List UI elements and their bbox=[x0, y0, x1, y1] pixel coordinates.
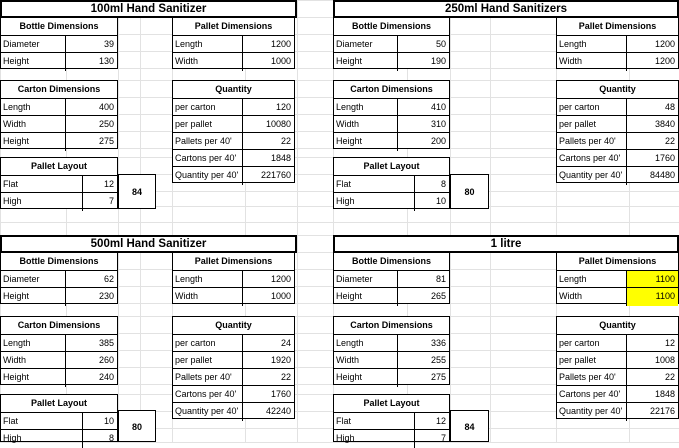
pallet-dimensions-table bbox=[556, 17, 679, 69]
carton-dimensions-row bbox=[1, 132, 117, 151]
quantity-label: Cartons per 40' bbox=[175, 153, 237, 163]
pallet-dimensions-row bbox=[557, 287, 678, 306]
pallet-layout-total-cell[interactable]: 84 bbox=[118, 174, 156, 209]
pallet-dimensions-value-cell[interactable]: 1200 bbox=[626, 36, 678, 54]
quantity-label: Cartons per 40' bbox=[175, 389, 237, 399]
pallet-dimensions-header: Pallet Dimensions bbox=[194, 21, 273, 31]
quantity-row bbox=[557, 402, 678, 421]
quantity-label: Quantity per 40' bbox=[559, 170, 623, 180]
bottle-dimensions-label: Diameter bbox=[3, 274, 40, 284]
quantity-value-cell[interactable]: 22 bbox=[242, 369, 294, 387]
pallet-layout-row bbox=[1, 429, 117, 448]
pallet-dimensions-label: Length bbox=[559, 39, 587, 49]
quantity-value-cell[interactable]: 1920 bbox=[242, 352, 294, 370]
pallet-dimensions-value-cell[interactable]: 1100 bbox=[626, 288, 678, 306]
pallet-layout-value-cell[interactable]: 7 bbox=[82, 193, 117, 211]
pallet-dimensions-label: Width bbox=[175, 56, 199, 66]
quantity-value-cell[interactable]: 221760 bbox=[242, 167, 294, 185]
quantity-label: Pallets per 40' bbox=[175, 136, 232, 146]
pallet-dimensions-table bbox=[172, 17, 295, 69]
pallet-layout-header: Pallet Layout bbox=[363, 161, 420, 171]
bottle-dimensions-value-cell[interactable]: 62 bbox=[65, 271, 117, 289]
bottle-dimensions-row bbox=[334, 52, 449, 71]
carton-dimensions-value-cell[interactable]: 385 bbox=[65, 335, 117, 353]
section-title: 250ml Hand Sanitizers bbox=[333, 0, 679, 18]
quantity-table bbox=[556, 316, 679, 419]
quantity-table bbox=[556, 80, 679, 183]
grid-line-vertical bbox=[140, 0, 141, 442]
pallet-layout-row bbox=[1, 192, 117, 211]
carton-dimensions-label: Height bbox=[3, 372, 30, 382]
carton-dimensions-table bbox=[0, 316, 118, 385]
section-title: 1 litre bbox=[333, 235, 679, 253]
pallet-dimensions-row bbox=[557, 52, 678, 71]
bottle-dimensions-table bbox=[0, 17, 118, 69]
pallet-layout-value-cell[interactable]: 12 bbox=[82, 176, 117, 194]
carton-dimensions-value-cell[interactable]: 336 bbox=[397, 335, 449, 353]
quantity-value-cell[interactable]: 1760 bbox=[242, 386, 294, 404]
quantity-value-cell[interactable]: 1848 bbox=[242, 150, 294, 168]
carton-dimensions-table bbox=[333, 316, 450, 385]
quantity-value-cell[interactable]: 1008 bbox=[626, 352, 678, 370]
pallet-layout-table bbox=[333, 157, 450, 209]
bottle-dimensions-value-cell[interactable]: 230 bbox=[65, 288, 117, 306]
pallet-layout-value-cell[interactable]: 7 bbox=[414, 430, 449, 448]
grid-line-horizontal bbox=[0, 222, 679, 223]
pallet-layout-row bbox=[334, 429, 449, 448]
pallet-dimensions-value-cell[interactable]: 1200 bbox=[242, 36, 294, 54]
quantity-value-cell[interactable]: 120 bbox=[242, 99, 294, 117]
quantity-table bbox=[172, 316, 295, 419]
carton-dimensions-value-cell[interactable]: 275 bbox=[65, 133, 117, 151]
bottle-dimensions-table bbox=[0, 252, 118, 304]
grid-line-vertical bbox=[297, 0, 298, 442]
bottle-dimensions-label: Diameter bbox=[3, 39, 40, 49]
carton-dimensions-value-cell[interactable]: 255 bbox=[397, 352, 449, 370]
pallet-layout-row bbox=[334, 192, 449, 211]
quantity-value-cell[interactable]: 42240 bbox=[242, 403, 294, 421]
carton-dimensions-label: Width bbox=[3, 119, 27, 129]
pallet-dimensions-label: Length bbox=[175, 274, 203, 284]
pallet-layout-label: High bbox=[3, 433, 22, 443]
bottle-dimensions-header: Bottle Dimensions bbox=[351, 256, 431, 266]
bottle-dimensions-label: Height bbox=[3, 56, 30, 66]
quantity-label: per carton bbox=[175, 102, 216, 112]
bottle-dimensions-value-cell[interactable]: 265 bbox=[397, 288, 449, 306]
pallet-layout-header: Pallet Layout bbox=[363, 398, 420, 408]
pallet-dimensions-table bbox=[172, 252, 295, 304]
pallet-dimensions-label: Width bbox=[559, 291, 583, 301]
carton-dimensions-value-cell[interactable]: 400 bbox=[65, 99, 117, 117]
pallet-layout-label: High bbox=[336, 433, 355, 443]
quantity-label: per pallet bbox=[559, 355, 597, 365]
bottle-dimensions-value-cell[interactable]: 39 bbox=[65, 36, 117, 54]
bottle-dimensions-label: Height bbox=[3, 291, 30, 301]
bottle-dimensions-header: Bottle Dimensions bbox=[19, 21, 99, 31]
pallet-layout-label: Flat bbox=[3, 416, 19, 426]
quantity-value-cell[interactable]: 1760 bbox=[626, 150, 678, 168]
grid-line-vertical bbox=[450, 0, 451, 442]
quantity-row bbox=[173, 402, 294, 421]
pallet-dimensions-header: Pallet Dimensions bbox=[578, 21, 657, 31]
pallet-layout-label: High bbox=[3, 196, 22, 206]
quantity-header: Quantity bbox=[215, 320, 252, 330]
carton-dimensions-value-cell[interactable]: 310 bbox=[397, 116, 449, 134]
bottle-dimensions-value-cell[interactable]: 130 bbox=[65, 53, 117, 71]
quantity-value-cell[interactable]: 1848 bbox=[626, 386, 678, 404]
carton-dimensions-table bbox=[0, 80, 118, 149]
quantity-label: per carton bbox=[175, 338, 216, 348]
quantity-label: Pallets per 40' bbox=[559, 372, 616, 382]
carton-dimensions-header: Carton Dimensions bbox=[17, 84, 101, 94]
pallet-dimensions-value-cell[interactable]: 1100 bbox=[626, 271, 678, 289]
pallet-layout-label: High bbox=[336, 196, 355, 206]
bottle-dimensions-row bbox=[1, 287, 117, 306]
quantity-label: Pallets per 40' bbox=[175, 372, 232, 382]
quantity-label: Quantity per 40' bbox=[559, 406, 623, 416]
bottle-dimensions-row bbox=[1, 52, 117, 71]
carton-dimensions-value-cell[interactable]: 200 bbox=[397, 133, 449, 151]
carton-dimensions-row bbox=[334, 368, 449, 387]
bottle-dimensions-value-cell[interactable]: 190 bbox=[397, 53, 449, 71]
carton-dimensions-row bbox=[334, 132, 449, 151]
bottle-dimensions-header: Bottle Dimensions bbox=[351, 21, 431, 31]
pallet-layout-header: Pallet Layout bbox=[30, 398, 87, 408]
quantity-value-cell[interactable]: 22 bbox=[242, 133, 294, 151]
pallet-layout-header: Pallet Layout bbox=[30, 161, 87, 171]
quantity-value-cell[interactable]: 24 bbox=[242, 335, 294, 353]
quantity-label: per carton bbox=[559, 102, 600, 112]
pallet-layout-total-cell[interactable]: 80 bbox=[450, 174, 489, 209]
pallet-dimensions-value-cell[interactable]: 1200 bbox=[626, 53, 678, 71]
pallet-layout-total-cell[interactable]: 80 bbox=[118, 410, 156, 442]
carton-dimensions-value-cell[interactable]: 260 bbox=[65, 352, 117, 370]
section-title: 100ml Hand Sanitizer bbox=[0, 0, 297, 18]
quantity-value-cell[interactable]: 22176 bbox=[626, 403, 678, 421]
carton-dimensions-label: Length bbox=[336, 338, 364, 348]
bottle-dimensions-value-cell[interactable]: 50 bbox=[397, 36, 449, 54]
pallet-layout-table bbox=[333, 394, 450, 442]
quantity-label: Cartons per 40' bbox=[559, 153, 621, 163]
bottle-dimensions-label: Diameter bbox=[336, 39, 373, 49]
bottle-dimensions-row bbox=[334, 287, 449, 306]
quantity-value-cell[interactable]: 12 bbox=[626, 335, 678, 353]
bottle-dimensions-label: Diameter bbox=[336, 274, 373, 284]
bottle-dimensions-header: Bottle Dimensions bbox=[19, 256, 99, 266]
pallet-layout-value-cell[interactable]: 12 bbox=[414, 413, 449, 431]
bottle-dimensions-table bbox=[333, 252, 450, 304]
quantity-label: per pallet bbox=[559, 119, 597, 129]
pallet-layout-table bbox=[0, 157, 118, 209]
carton-dimensions-label: Height bbox=[336, 136, 363, 146]
pallet-layout-value-cell[interactable]: 10 bbox=[82, 413, 117, 431]
carton-dimensions-row bbox=[1, 368, 117, 387]
carton-dimensions-header: Carton Dimensions bbox=[17, 320, 101, 330]
section-title: 500ml Hand Sanitizer bbox=[0, 235, 297, 253]
pallet-dimensions-label: Width bbox=[175, 291, 199, 301]
carton-dimensions-value-cell[interactable]: 250 bbox=[65, 116, 117, 134]
quantity-label: Quantity per 40' bbox=[175, 406, 239, 416]
quantity-value-cell[interactable]: 22 bbox=[626, 133, 678, 151]
carton-dimensions-label: Length bbox=[3, 102, 31, 112]
quantity-label: Cartons per 40' bbox=[559, 389, 621, 399]
grid-line-vertical bbox=[490, 0, 491, 442]
quantity-value-cell[interactable]: 10080 bbox=[242, 116, 294, 134]
carton-dimensions-value-cell[interactable]: 275 bbox=[397, 369, 449, 387]
bottle-dimensions-value-cell[interactable]: 81 bbox=[397, 271, 449, 289]
pallet-dimensions-row bbox=[173, 52, 294, 71]
quantity-label: per pallet bbox=[175, 355, 213, 365]
pallet-dimensions-value-cell[interactable]: 1000 bbox=[242, 288, 294, 306]
carton-dimensions-value-cell[interactable]: 240 bbox=[65, 369, 117, 387]
pallet-dimensions-value-cell[interactable]: 1000 bbox=[242, 53, 294, 71]
carton-dimensions-header: Carton Dimensions bbox=[350, 84, 433, 94]
quantity-value-cell[interactable]: 3840 bbox=[626, 116, 678, 134]
quantity-header: Quantity bbox=[215, 84, 252, 94]
carton-dimensions-label: Length bbox=[336, 102, 364, 112]
pallet-layout-value-cell[interactable]: 8 bbox=[414, 176, 449, 194]
grid-line-vertical bbox=[118, 0, 119, 442]
carton-dimensions-value-cell[interactable]: 410 bbox=[397, 99, 449, 117]
pallet-layout-label: Flat bbox=[3, 179, 19, 189]
quantity-label: Pallets per 40' bbox=[559, 136, 616, 146]
carton-dimensions-label: Height bbox=[3, 136, 30, 146]
pallet-layout-total-cell[interactable]: 84 bbox=[450, 410, 489, 442]
carton-dimensions-header: Carton Dimensions bbox=[350, 320, 433, 330]
pallet-layout-value-cell[interactable]: 10 bbox=[414, 193, 449, 211]
quantity-header: Quantity bbox=[599, 84, 636, 94]
carton-dimensions-label: Width bbox=[3, 355, 27, 365]
bottle-dimensions-label: Height bbox=[336, 291, 363, 301]
pallet-dimensions-label: Width bbox=[559, 56, 583, 66]
quantity-table bbox=[172, 80, 295, 183]
pallet-dimensions-table bbox=[556, 252, 679, 304]
pallet-dimensions-label: Length bbox=[559, 274, 587, 284]
bottle-dimensions-label: Height bbox=[336, 56, 363, 66]
quantity-label: per carton bbox=[559, 338, 600, 348]
quantity-label: per pallet bbox=[175, 119, 213, 129]
quantity-row bbox=[557, 166, 678, 185]
quantity-header: Quantity bbox=[599, 320, 636, 330]
carton-dimensions-label: Length bbox=[3, 338, 31, 348]
pallet-dimensions-row bbox=[173, 287, 294, 306]
carton-dimensions-label: Width bbox=[336, 119, 360, 129]
pallet-dimensions-header: Pallet Dimensions bbox=[578, 256, 657, 266]
pallet-dimensions-header: Pallet Dimensions bbox=[194, 256, 273, 266]
quantity-value-cell[interactable]: 48 bbox=[626, 99, 678, 117]
quantity-label: Quantity per 40' bbox=[175, 170, 239, 180]
pallet-layout-label: Flat bbox=[336, 179, 352, 189]
carton-dimensions-label: Width bbox=[336, 355, 360, 365]
bottle-dimensions-table bbox=[333, 17, 450, 69]
pallet-dimensions-value-cell[interactable]: 1200 bbox=[242, 271, 294, 289]
carton-dimensions-label: Height bbox=[336, 372, 363, 382]
pallet-layout-table bbox=[0, 394, 118, 442]
quantity-value-cell[interactable]: 22 bbox=[626, 369, 678, 387]
quantity-row bbox=[173, 166, 294, 185]
pallet-layout-value-cell[interactable]: 8 bbox=[82, 430, 117, 448]
pallet-dimensions-label: Length bbox=[175, 39, 203, 49]
carton-dimensions-table bbox=[333, 80, 450, 149]
quantity-value-cell[interactable]: 84480 bbox=[626, 167, 678, 185]
pallet-layout-label: Flat bbox=[336, 416, 352, 426]
